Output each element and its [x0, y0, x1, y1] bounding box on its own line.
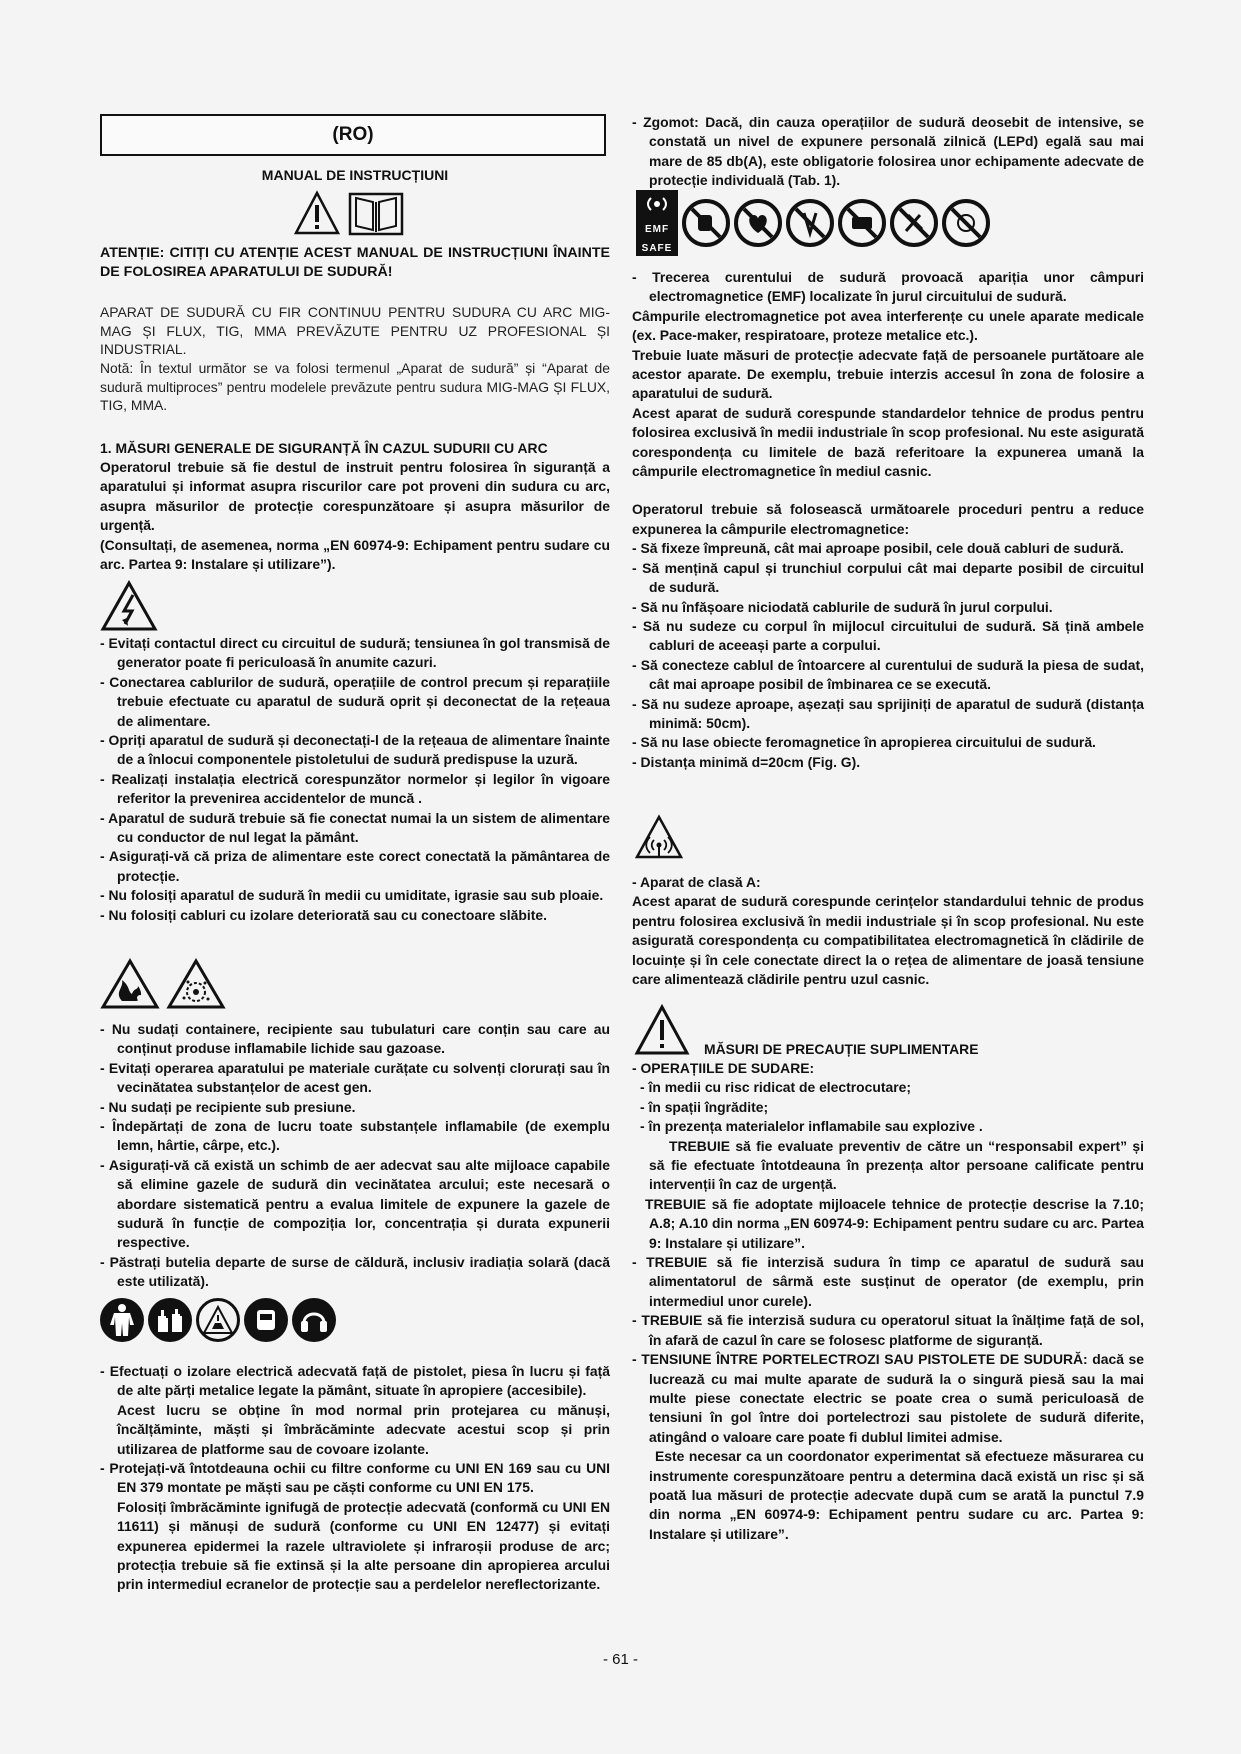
- precaution-section: [632, 1059, 1144, 1544]
- list-item: - Evitați operarea aparatului pe materiale curățate cu solvenți clorurați sau în vecinătatea substanțelor de acest gen.: [100, 1059, 610, 1096]
- warning-triangle-icon: [634, 1004, 690, 1056]
- paragraph: Câmpurile electromagnetice pot avea interferențe cu unele aparate medicale (ex. Pace-maker, respiratoare, proteze metalice etc.).: [632, 307, 1144, 344]
- list-item: - Evitați contactul direct cu circuitul de sudură; tensiunea în gol transmisă de generator poate fi periculoasă în anumite cazuri.: [100, 635, 610, 671]
- fire-safety-list: [100, 1020, 610, 1292]
- welding-mask-icon: [244, 1298, 288, 1342]
- emf-warning-icon: [634, 814, 684, 860]
- list-item: - Să nu înfășoare niciodată cablurile de sudură în jurul corpului.: [632, 598, 1053, 615]
- list-item: - Asigurați-vă că priza de alimentare este corect conectată la pământarea de protecție.: [100, 848, 610, 884]
- intro-note: Notă: În textul următor se va folosi termenul „Aparat de sudură” și “Aparat de sudură multiproces” pentru modelele prevăzute pentru sudura MIG-MAG ȘI FLUX, TIG, MMA.: [100, 360, 610, 413]
- list-item: - TREBUIE să fie interzisă sudura cu operatorul situat la înălțime față de sol, în afară de cazul în care se folosesc platforme de siguranță.: [632, 1312, 1144, 1348]
- emf-section: [632, 268, 1144, 772]
- paragraph: Trebuie luate măsuri de protecție adecvate față de persoanele purtătoare ale acestor aparate. De exemplu, trebuie interzis accesul în zona de folosire a aparatului de sudură.: [632, 346, 1144, 402]
- list-item: - Să fixeze împreună, cât mai aproape posibil, cele două cabluri de sudură.: [632, 540, 1124, 557]
- ppe-icons: [100, 1298, 336, 1342]
- page-number: - 61 -: [602, 1651, 638, 1668]
- paragraph: Acest aparat de sudură corespunde cerințelor standardului tehnic de produs pentru folosirea exclusivă în medii industriale și în scop profesional. Nu este asigurată corespondența cu compatibilitatea electromagnetică în clădirile de locuințe și în cele conectate direct la o rețea de alimentare de joasă tensiune care alimentează clădirile pentru uzul casnic.: [632, 893, 1144, 988]
- section-1-title: 1. MĂSURI GENERALE DE SIGURANȚĂ ÎN CAZUL SUDURII CU ARC: [100, 440, 548, 456]
- list-item: - Distanța minimă d=20cm (Fig. G).: [632, 753, 861, 770]
- list-item: - Să nu lase obiecte feromagnetice în apropierea circuitului de sudură.: [632, 734, 1096, 751]
- paragraph: TREBUIE să fie evaluate preventiv de către un “responsabil expert” și să fie efectuate întotdeauna în prezența altor persoane calificate pentru intervenții în caz de urgență.: [649, 1137, 1144, 1193]
- paragraph: Folosiți îmbrăcăminte ignifugă de protecție adecvată (conformă cu UNI EN 11611) și mănuși de sudură (conforme cu UNI EN 12477) și evitați expunerea epidermei la razele ultraviolete și infraroșii produse de arc; protecția trebuie să fie extinsă și la alte persoane din apropierea arcului prin intermediul ecranelor de protecție sau a perdelelor nereflectorizante.: [117, 1498, 610, 1593]
- intro-paragraph: APARAT DE SUDURĂ CU FIR CONTINUU PENTRU SUDURA CU ARC MIG-MAG ȘI FLUX, TIG, MMA PREVĂZUTE PENTRU UZ PROFESIONAL ȘI INDUSTRIAL.: [100, 304, 610, 357]
- fire-hazard-icon: [100, 958, 160, 1010]
- list-item: - în prezența materialelor inflamabile sau explozive .: [640, 1118, 983, 1135]
- paragraph: Este necesar ca un coordonator experimentat să efectueze măsurarea cu instrumente corespunzătoare pentru a determina dacă există un risc și să poată lua măsuri de protecție adecvate după cum se arată la punctul 7.9 din norma „EN 60974-9: Echipament pentru sudare cu arc. Partea 9: Instalare și utilizare”.: [649, 1448, 1144, 1542]
- fire-explosion-icons: [100, 958, 226, 1010]
- list-item: - Nu folosiți cabluri cu izolare deteriorată sau cu conectoare slăbite.: [100, 906, 547, 923]
- list-item: - TREBUIE să fie interzisă sudura în timp ce aparatul de sudură sau alimentatorul de sârmă este susținut de operator (de exemplu, prin intermediul unor curele).: [632, 1254, 1144, 1309]
- warning-triangle-icon: [294, 190, 340, 236]
- language-box: [100, 114, 606, 156]
- list-item: - Conectarea cablurilor de sudură, operațiile de control precum și reparațiile trebuie efectuate cu aparatul de sudură oprit și deconectat de la rețeaua de alimentare.: [100, 673, 610, 729]
- paragraph: TREBUIE să fie adoptate mijloacele tehnice de protecție descrise la 7.10; A.8; A.10 din norma „EN 60974-9: Echipament pentru sudare cu arc. Partea 9: Instalare și utilizare”.: [645, 1195, 1144, 1251]
- language-label: (RO): [332, 124, 374, 145]
- list-item: - Să mențină capul și trunchiul corpului cât mai departe posibil de circuitul de sudură.: [632, 559, 1144, 596]
- list-item: - Efectuați o izolare electrică adecvată față de pistolet, piesa în lucru și față de alte părți metalice legate la pământ, situate în apropiere (accesibile).: [100, 1363, 610, 1399]
- list-item: - Nu sudați containere, recipiente sau tubulaturi care conțin sau care au conținut produse inflamabile lichide sau gazoase.: [100, 1021, 610, 1057]
- gloves-icon: [148, 1298, 192, 1342]
- list-item: - Nu folosiți aparatul de sudură în medii cu umiditate, igrasie sau sub ploaie.: [100, 887, 604, 904]
- list-item: - Păstrați butelia departe de surse de căldură, inclusiv iradiația solară (dacă este utilizată).: [100, 1253, 610, 1290]
- list-item: - Opriți aparatul de sudură și deconectați-l de la rețeaua de alimentare înainte de a înlocui componentele pistoletului de sudură predispuse la uzură.: [100, 732, 610, 768]
- emf-icons: [636, 190, 990, 256]
- section-1-paragraph: Operatorul trebuie să fie destul de instruit pentru folosirea în siguranță a aparatului și informat asupra riscurilor care pot proveni din sudura cu arc, asupra măsurilor de protecție corespunzătoare și asupra măsurilor de urgență.: [100, 459, 610, 534]
- no-pacemaker-icon: [682, 199, 730, 247]
- emf-label: EMF: [644, 224, 670, 235]
- precaution-title: MĂSURI DE PRECAUȚIE SUPLIMENTARE: [704, 1041, 979, 1057]
- list-item: - Protejați-vă întotdeauna ochii cu filtre conforme cu UNI EN 169 sau cu UNI EN 379 montate pe măști sau pe căști conforme cu UNI EN 175.: [100, 1460, 610, 1496]
- no-metal-implant-icon: [786, 199, 834, 247]
- open-book-icon: [348, 190, 404, 236]
- warning-book-icons: [294, 190, 414, 238]
- list-item: - Nu sudați pe recipiente sub presiune.: [100, 1098, 356, 1115]
- ppe-section: [100, 1362, 610, 1595]
- list-item: - OPERAȚIILE DE SUDARE:: [632, 1060, 815, 1076]
- warning-read-manual: ATENȚIE: CITIȚI CU ATENȚIE ACEST MANUAL DE INSTRUCȚIUNI ÎNAINTE DE FOLOSIREA APARATULUI DE SUDURĂ!: [100, 245, 610, 281]
- list-item: - Asigurați-vă că există un schimb de aer adecvat sau alte mijloace capabile să elimine gazele de sudură din vecinătatea arcului; este necesară o abordare sistematică pentru a evalua limitele de expunere la gazele de sudură în funcție de compoziția lor, concentrația și durata expunerii respective.: [100, 1156, 610, 1251]
- electric-hazard-icon: [100, 580, 158, 632]
- list-item: - Trecerea curentului de sudură provoacă apariția unor câmpuri electromagnetice (EMF) localizate în jurul circuitului de sudură.: [632, 269, 1144, 305]
- paragraph: Operatorul trebuie să folosească următoarele proceduri pentru a reduce expunerea la câmpurile electromagnetice:: [632, 501, 1144, 537]
- list-item: - în medii cu risc ridicat de electrocutare;: [640, 1079, 911, 1096]
- no-watch-icon: [838, 199, 886, 247]
- list-item: - Să nu sudeze aproape, așezați sau sprijiniți de aparatul de sudură (distanța minimă: 50cm).: [632, 695, 1144, 731]
- emf-safe-icon: [636, 190, 678, 256]
- no-heart-implant-icon: [734, 199, 782, 247]
- paragraph: Acest lucru se obține în mod normal prin protejarea cu mănuși, încălțăminte, măști și îmbrăcăminte adecvate acestui scop și prin utilizarea de platforme sau de covoare izolante.: [117, 1401, 610, 1457]
- list-item: - TENSIUNE ÎNTRE PORTELECTROZI SAU PISTOLETE DE SUDURĂ: dacă se lucrează cu mai multe aparate de sudură la o singură piesă sau la mai multe piese conectate electric se poate crea o sumă periculoasă de tensiuni în gol între doi portelectrozi sau pistolete de sudură diferite, atingând o valoare care poate fi dublul limitei admise.: [632, 1351, 1144, 1445]
- paragraph: Acest aparat de sudură corespunde standardelor tehnice de produs pentru folosirea exclusivă în medii industriale în scop profesional. Nu este asigurată corespondența cu limitele de bază referitoare la expunerea umană la câmpurile electromagnetice în mediul casnic.: [632, 404, 1144, 480]
- class-a-section: [632, 873, 1144, 989]
- no-access-icon: [942, 199, 990, 247]
- safe-label: SAFE: [641, 243, 673, 254]
- list-item: - Aparatul de sudură trebuie să fie conectat numai la un sistem de alimentare cu conductor de nul legat la pământ.: [100, 809, 610, 846]
- ear-protection-icon: [292, 1298, 336, 1342]
- electric-safety-list: [100, 634, 610, 925]
- explosion-hazard-icon: [166, 958, 226, 1010]
- manual-title: MANUAL DE INSTRUCȚIUNI: [261, 167, 449, 183]
- noise-section: [632, 113, 1144, 191]
- no-tools-icon: [890, 199, 938, 247]
- list-item: - Aparat de clasă A:: [632, 874, 761, 890]
- list-item: - Zgomot: Dacă, din cauza operațiilor de sudură deosebit de intensive, se constată un nivel de expunere personală zilnică (LEPd) egală sau mai mare de 85 db(A), este obligatorie folosirea unor echipamente adecvate de protecție individuală (Tab. 1).: [632, 114, 1144, 189]
- protective-suit-icon: [100, 1298, 144, 1342]
- list-item: - Îndepărtați de zona de lucru toate substanțele inflamabile (de exemplu lemn, hârtie, cârpe, etc.).: [100, 1118, 610, 1154]
- list-item: - Realizați instalația electrică corespunzător normelor și legilor în vigoare referitor la prevenirea accidentelor de muncă .: [100, 770, 610, 807]
- list-item: - Să nu sudeze cu corpul în mijlocul circuitului de sudură. Să țină ambele cabluri de aceeași parte a corpului.: [632, 617, 1144, 654]
- section-1-standard: (Consultați, de asemenea, norma „EN 60974-9: Echipament pentru sudare cu arc. Partea 9: Instalare și utilizare”).: [100, 537, 610, 573]
- list-item: - în spații îngrădite;: [640, 1098, 769, 1115]
- corrosive-hazard-icon: [196, 1298, 240, 1342]
- list-item: - Să conecteze cablul de întoarcere al curentului de sudură la piesa de sudat, cât mai aproape posibil de îmbinarea ce se execută.: [632, 656, 1144, 693]
